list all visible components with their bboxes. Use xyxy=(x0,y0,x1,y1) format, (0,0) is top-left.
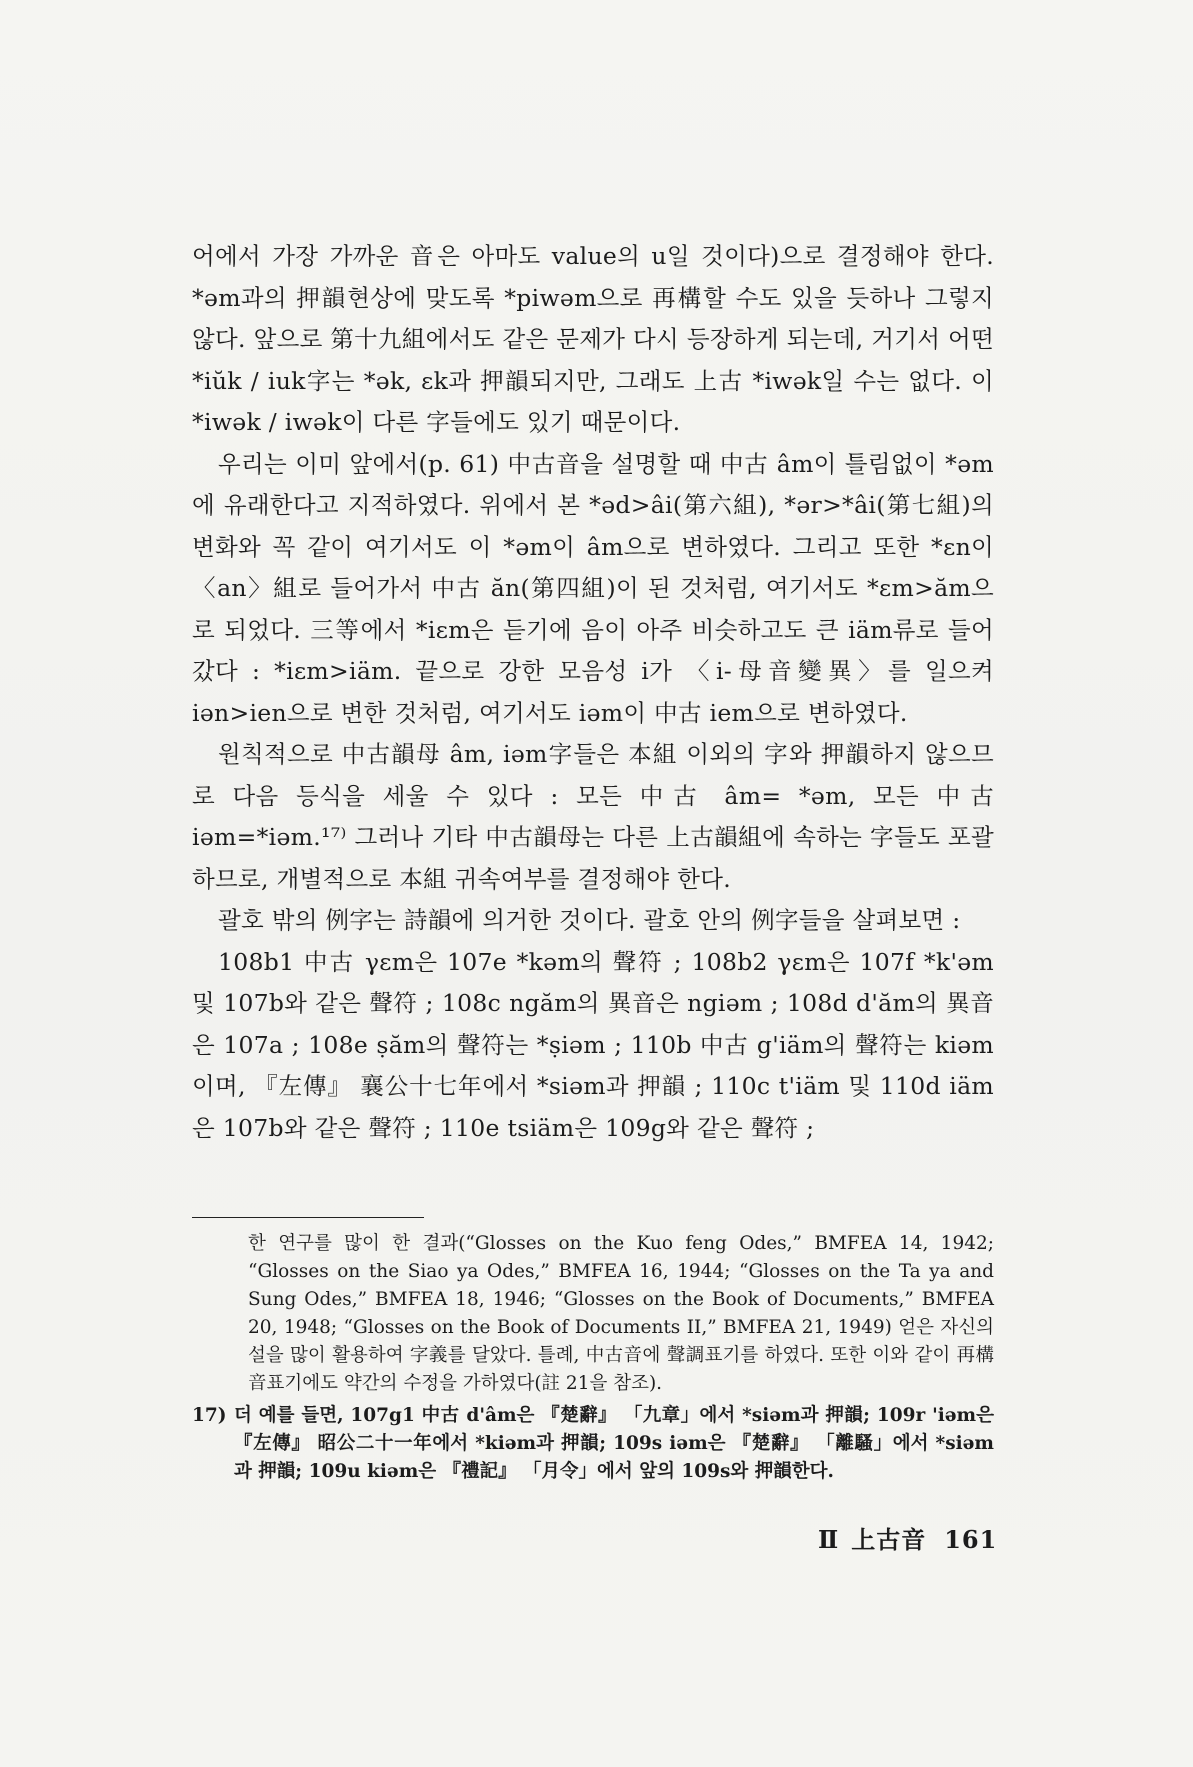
section-mark: Ⅱ xyxy=(818,1525,840,1554)
paragraph-1: 어에서 가장 가까운 音은 아마도 value의 u일 것이다)으로 결정해야 한다. *əm과의 押韻현상에 맞도록 *piwəm으로 再構할 수도 있을 듯하나 그렇지 않다. 앞으로 第十九組에서도 같은 문제가 다시 등장하게 되는데, 거기서 어떤 *iŭk / iuk字는 *ək, εk과 押韻되지만, 그래도 上古 *iwək일 수는 없다. 이 *iwək / iwək이 다른 字들에도 있기 때문이다. xyxy=(192,242,994,436)
paragraph-5-examples: 108b1 中古 γεm은 107e *kəm의 聲符 ; 108b2 γεm은 107f *k'əm 및 107b와 같은 聲符 ; 108c ngăm의 異音은 ngiəm ; 108d d'ăm의 異音은 107a ; 108e ṣăm의 聲符는 *ṣiəm ; 110b 中古 g'iäm의 聲符는 kiəm이며, 『左傳』 襄公十七年에서 *siəm과 押韻 ; 110c t'iäm 및 110d iäm은 107b와 같은 聲符 ; 110e tsiäm은 109g와 같은 聲符 ; xyxy=(192,947,994,1142)
footnote-17-text: 더 예를 들면, 107g1 中古 d'âm은 『楚辭』 「九章」에서 *siəm과 押韻; 109r 'iəm은 『左傳』 昭公二十一年에서 *kiəm과 押韻; 109s iəm은 『楚辭』 「離騷」에서 *siəm과 押韻; 109u kiəm은 『禮記』 「月令」에서 앞의 109s와 押韻한다. xyxy=(234,1405,994,1482)
paragraph-3: 원칙적으로 中古韻母 âm, iəm字들은 本組 이외의 字와 押韻하지 않으므로 다음 등식을 세울 수 있다 : 모든 中古 âm= *əm, 모든 中古 iəm=*iəm.¹⁷⁾ 그러나 기타 中古韻母는 다른 上古韻組에 속하는 字들도 포괄하므로, 개별적으로 本組 귀속여부를 결정해야 한다. xyxy=(192,740,994,893)
paragraph-4: 괄호 밖의 例字는 詩韻에 의거한 것이다. 괄호 안의 例字들을 살펴보면 : xyxy=(218,906,961,934)
page-number: 161 xyxy=(944,1525,998,1554)
footnotes xyxy=(192,1230,994,1486)
footnote-17-number: 17) xyxy=(192,1405,227,1426)
footnote-divider xyxy=(192,1217,424,1218)
page-folio xyxy=(818,1520,997,1555)
footnote-17 xyxy=(192,1402,994,1486)
paragraph-2: 우리는 이미 앞에서(p. 61) 中古音을 설명할 때 中古 âm이 틀림없이 *əm에 유래한다고 지적하였다. 위에서 본 *əd>âi(第六組), *ər>*âi(第七組)의 변화와 꼭 같이 여기서도 이 *əm이 âm으로 변하였다. 그리고 또한 *εn이 〈an〉組로 들어가서 中古 ăn(第四組)이 된 것처럼, 여기서도 *εm>ăm으로 되었다. 三等에서 *iεm은 듣기에 음이 아주 비슷하고도 큰 iäm류로 들어갔다 : *iεm>iäm. 끝으로 강한 모음성 i가 〈i-母音變異〉를 일으켜 iən>ien으로 변한 것처럼, 여기서도 iəm이 中古 iem으로 변하였다. xyxy=(192,449,994,727)
running-head: 上古音 xyxy=(851,1525,927,1554)
footnote-continued: 한 연구를 많이 한 결과(“Glosses on the Kuo feng Odes,” BMFEA 14, 1942; “Glosses on the Siao ya Odes,” BMFEA 16, 1944; “Glosses on the Ta ya and Sung Odes,” BMFEA 18, 1946; “Glosses on the Book of Documents,” BMFEA 20, 1948; “Glosses on the Book of Documents II,” BMFEA 21, 1949) 얻은 자신의 설을 많이 활용하여 字義를 달았다. 틀례, 中古音에 聲調표기를 하였다. 또한 이와 같이 再構音표기에도 약간의 수정을 가하였다(註 21을 참조). xyxy=(248,1233,994,1394)
main-text xyxy=(192,236,994,1149)
